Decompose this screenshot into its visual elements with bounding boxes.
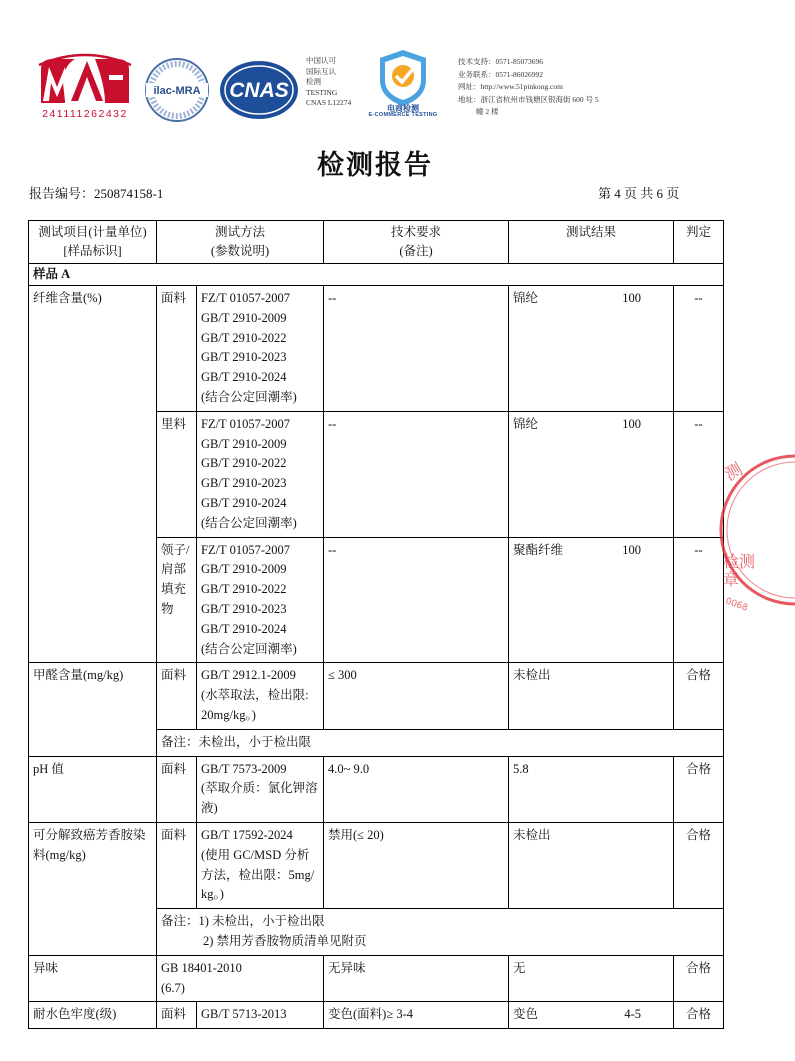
table-row — [29, 822, 724, 908]
table-row — [29, 756, 724, 822]
requirement: -- — [324, 286, 509, 412]
judgement: -- — [674, 286, 724, 412]
result: 聚酯纤维 100 — [509, 537, 674, 663]
contact-web: 网址：http://www.51pinkong.com — [458, 82, 563, 91]
table-header-row — [29, 221, 724, 264]
contact-biz: 业务联系：0571-86026992 — [458, 69, 543, 79]
judgement: 合格 — [674, 1002, 724, 1029]
cnas-logo-icon — [218, 59, 300, 121]
cert-text: 中国认可 国际互认 检测 TESTING CNAS L12274 — [306, 56, 352, 107]
requirement: 无异味 — [324, 955, 509, 1002]
result: 未检出 — [509, 663, 674, 729]
header-item: 测试项目(计量单位) [样品标识] — [29, 221, 157, 264]
result: 变色 4-5 — [509, 1002, 674, 1029]
requirement: ≤ 300 — [324, 663, 509, 729]
odor-item: 异味 — [29, 955, 157, 1002]
method-list: GB/T 2912.1-2009 (水萃取法，检出限: 20mg/kg。) — [197, 663, 324, 729]
header-method: 测试方法 (参数说明) — [157, 221, 324, 264]
test-results-table — [28, 220, 724, 1029]
part-label: 面料 — [157, 286, 197, 412]
judgement: -- — [674, 411, 724, 537]
sample-label: 样品 A — [29, 264, 724, 286]
cma-logo — [35, 55, 135, 120]
svg-text:0068: 0068 — [723, 596, 749, 614]
ect-label-cn: 电商检测 — [387, 104, 419, 113]
table-row — [29, 955, 724, 1002]
svg-text:章: 章 — [723, 570, 740, 589]
part-label: 领子/肩部填充物 — [157, 537, 197, 663]
table-row — [29, 663, 724, 729]
formaldehyde-item: 甲醛含量(mg/kg) — [29, 663, 157, 756]
water-fastness-item: 耐水色牢度(级) — [29, 1002, 157, 1029]
requirement: 4.0~ 9.0 — [324, 756, 509, 822]
result: 5.8 — [509, 756, 674, 822]
azo-item: 可分解致癌芳香胺染 料(mg/kg) — [29, 822, 157, 955]
method-list: FZ/T 01057-2007 GB/T 2910-2009 GB/T 2910-2022 GB/T 2910-2023 GB/T 2910-2024 (结合公定回潮率) — [197, 286, 324, 412]
part-label: 面料 — [157, 822, 197, 908]
fiber-item: 纤维含量(%) — [29, 286, 157, 663]
method: GB/T 5713-2013 — [197, 1002, 324, 1029]
header-judge: 判定 — [674, 221, 724, 264]
note: 备注：未检出，小于检出限 — [157, 729, 724, 756]
method-list: FZ/T 01057-2007 GB/T 2910-2009 GB/T 2910-2022 GB/T 2910-2023 GB/T 2910-2024 (结合公定回潮率) — [197, 411, 324, 537]
judgement: -- — [674, 537, 724, 663]
requirement: -- — [324, 537, 509, 663]
method-list: GB/T 17592-2024 (使用 GC/MSD 分析 方法，检出限：5mg/ kg。) — [197, 822, 324, 908]
requirement: 变色(面料)≥ 3-4 — [324, 1002, 509, 1029]
judgement: 合格 — [674, 955, 724, 1002]
report-header — [0, 0, 750, 130]
table-row — [29, 1002, 724, 1029]
requirement: 禁用(≤ 20) — [324, 822, 509, 908]
method-list: GB 18401-2010 (6.7) — [157, 955, 324, 1002]
document-title: 检测报告 — [317, 150, 433, 180]
contact-addr-2: 幢 2 楼 — [476, 107, 499, 116]
part-label: 面料 — [157, 756, 197, 822]
method-list: FZ/T 01057-2007 GB/T 2910-2009 GB/T 2910-2022 GB/T 2910-2023 GB/T 2910-2024 (结合公定回潮率) — [197, 537, 324, 663]
header-requirement: 技术要求 (备注) — [324, 221, 509, 264]
page-info: 第 4 页 共 6 页 — [598, 186, 680, 201]
svg-text:测: 测 — [721, 459, 747, 486]
method-list: GB/T 7573-2009 (萃取介质：氯化钾溶 液) — [197, 756, 324, 822]
red-seal-stamp-icon — [715, 445, 795, 615]
judgement: 合格 — [674, 663, 724, 729]
judgement: 合格 — [674, 822, 724, 908]
svg-text:检测: 检测 — [723, 552, 756, 571]
contact-info — [458, 56, 638, 119]
contact-tech: 技术支持：0571-85073696 — [458, 57, 543, 66]
result: 锦纶 100 — [509, 411, 674, 537]
contact-addr: 地址：浙江省杭州市钱塘区银海街 600 号 5 — [458, 94, 599, 104]
result: 锦纶 100 — [509, 286, 674, 412]
report-number: 报告编号：250874158-1 — [29, 186, 164, 201]
table-row — [29, 286, 724, 412]
result: 未检出 — [509, 822, 674, 908]
judgement: 合格 — [674, 756, 724, 822]
svg-text:ilac-MRA: ilac-MRA — [153, 85, 201, 97]
cma-mark-icon — [35, 55, 135, 107]
result: 无 — [509, 955, 674, 1002]
requirement: -- — [324, 411, 509, 537]
header-result: 测试结果 — [509, 221, 674, 264]
ilac-mra-icon — [144, 57, 210, 123]
part-label: 面料 — [157, 1002, 197, 1029]
ect-label-en: E-COMMERCE TESTING — [368, 112, 438, 118]
cma-number: 241111262432 — [42, 108, 128, 120]
svg-text:CNAS: CNAS — [229, 79, 289, 102]
ph-item: pH 值 — [29, 756, 157, 822]
sample-row — [29, 264, 724, 286]
part-label: 面料 — [157, 663, 197, 729]
note: 备注：1) 未检出，小于检出限 2) 禁用芳香胺物质清单见附页 — [157, 909, 724, 956]
part-label: 里料 — [157, 411, 197, 537]
